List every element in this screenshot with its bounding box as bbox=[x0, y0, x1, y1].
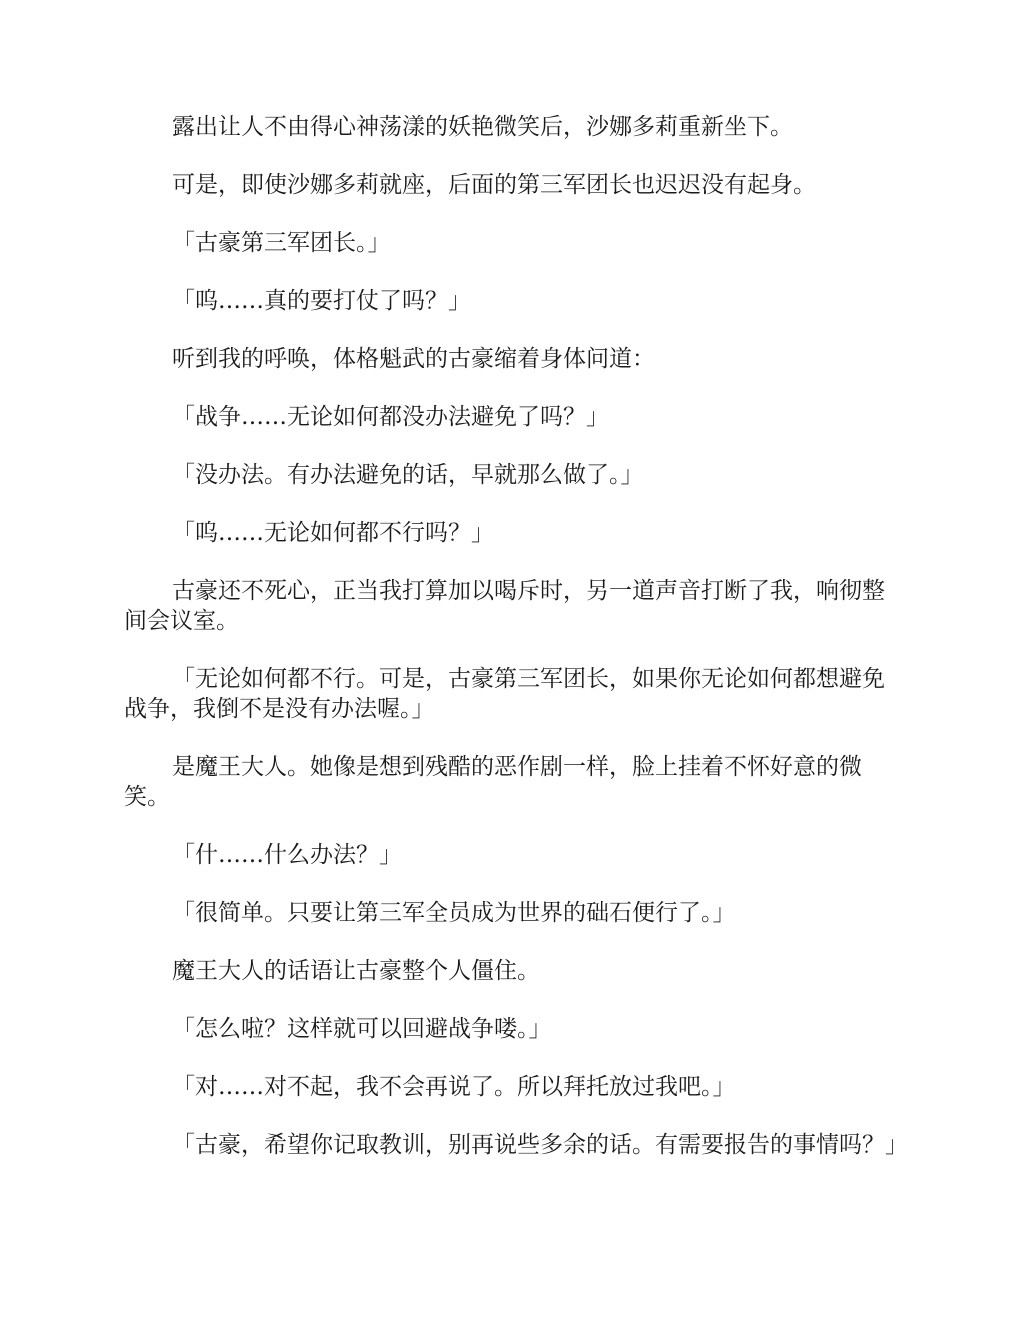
dialogue-line: 「对……对不起，我不会再说了。所以拜托放过我吧。」 bbox=[172, 1074, 736, 1100]
paragraph: 听到我的呼唤，体格魁武的古豪缩着身体问道： bbox=[172, 346, 655, 372]
paragraph: 是魔王大人。她像是想到残酷的恶作剧一样，脸上挂着不怀好意的微笑。 bbox=[124, 754, 862, 810]
dialogue-line: 「什……什么办法？」 bbox=[172, 842, 402, 868]
document-body bbox=[124, 112, 908, 1188]
dialogue-line: 「怎么啦？这样就可以回避战争喽。」 bbox=[172, 1016, 552, 1042]
dialogue-line: 「很简单。只要让第三军全员成为世界的础石便行了。」 bbox=[172, 900, 736, 926]
paragraph: 可是，即使沙娜多莉就座，后面的第三军团长也迟迟没有起身。 bbox=[172, 172, 816, 198]
dialogue-line: 「战争……无论如何都没办法避免了吗？」 bbox=[172, 404, 609, 430]
dialogue-line: 「古豪第三军团长。」 bbox=[172, 230, 391, 256]
dialogue-line: 「呜……真的要打仗了吗？」 bbox=[172, 288, 471, 314]
dialogue-line: 「无论如何都不行。可是，古豪第三军团长，如果你无论如何都想避免战争，我倒不是没有办法喔。」 bbox=[124, 666, 885, 722]
paragraph: 魔王大人的话语让古豪整个人僵住。 bbox=[172, 958, 540, 984]
dialogue-line: 「呜……无论如何都不行吗？」 bbox=[172, 520, 494, 546]
dialogue-line: 「古豪，希望你记取教训，别再说些多余的话。有需要报告的事情吗？」 bbox=[172, 1132, 908, 1158]
paragraph: 古豪还不死心，正当我打算加以喝斥时，另一道声音打断了我，响彻整间会议室。 bbox=[124, 578, 885, 634]
paragraph: 露出让人不由得心神荡漾的妖艳微笑后，沙娜多莉重新坐下。 bbox=[172, 114, 793, 140]
dialogue-line: 「没办法。有办法避免的话，早就那么做了。」 bbox=[172, 462, 644, 488]
